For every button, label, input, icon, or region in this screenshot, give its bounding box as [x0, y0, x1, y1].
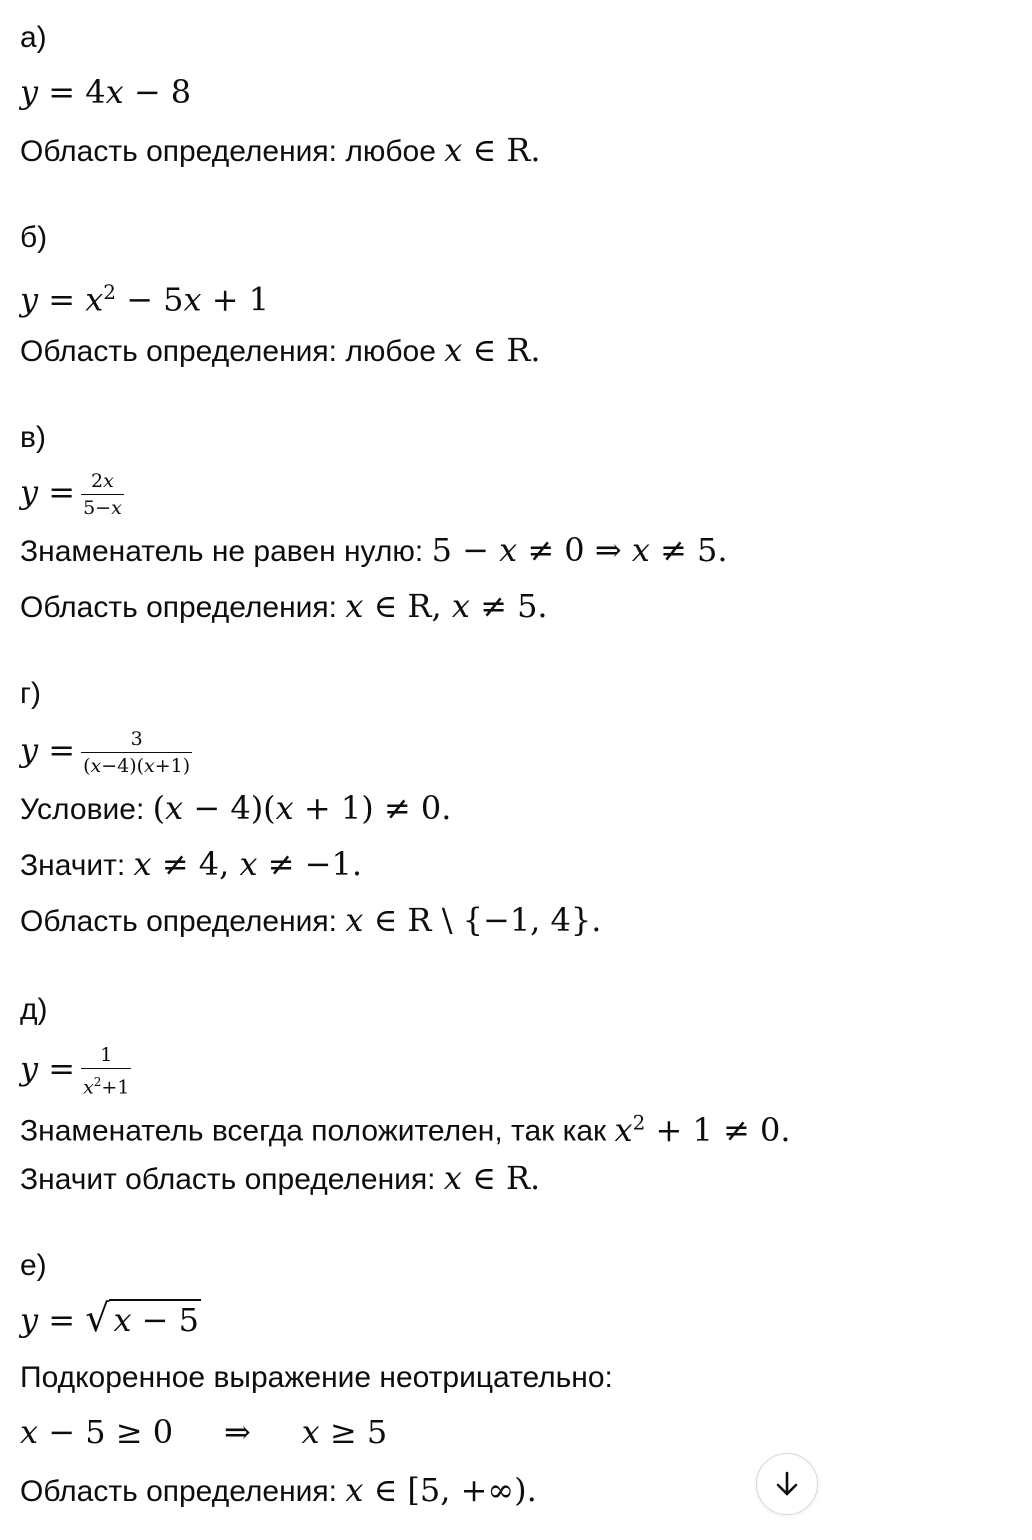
domain-line-b: Область определения: любое x ∈ R. — [20, 331, 541, 369]
domain-line-g: Область определения: x ∈ R \ {−1, 4}. — [20, 901, 602, 939]
arrow-down-icon — [772, 1469, 802, 1499]
scroll-to-bottom-button[interactable] — [756, 1453, 818, 1515]
formula-g: y = $\frac{3}{(x-4)(x+1)}$ — [20, 728, 191, 777]
formula-b: $y = x^2 - 5x + 1$ — [20, 280, 270, 319]
item-label-a: а) — [20, 21, 47, 54]
sqrt: √ x − 5 — [85, 1296, 200, 1340]
condition-line-g: Условие: (x − 4)(x + 1) ≠ 0. — [20, 789, 452, 827]
item-label-e: е) — [20, 1249, 47, 1282]
item-label-g: г) — [20, 677, 41, 710]
formula-e: y = √ x − 5 — [20, 1296, 200, 1340]
fraction: $\frac{1}{x^2+1}$ — [83, 1044, 130, 1099]
domain-line-a: Область определения: любое x ∈ R. — [20, 131, 541, 169]
domain-line-e: Область определения: x ∈ [5, +∞). — [20, 1471, 537, 1509]
positive-line-d: Знаменатель всегда положителен, так как $x^2 + 1 \ne 0$. — [20, 1110, 791, 1149]
item-label-d: д) — [20, 993, 48, 1026]
item-label-b: б) — [20, 221, 48, 254]
inequality-line-e: x − 5 ≥ 0 ⇒ x ≥ 5 — [20, 1413, 388, 1451]
denominator-line-v: Знаменатель не равен нулю: 5 − x ≠ 0 ⇒ x ≠ 5. — [20, 531, 728, 569]
item-label-v: в) — [20, 421, 46, 454]
fraction: $\frac{3}{(x-4)(x+1)}$ — [83, 728, 191, 777]
domain-line-v: Область определения: x ∈ R, x ≠ 5. — [20, 587, 548, 625]
therefore-line-g: Значит: x ≠ 4, x ≠ −1. — [20, 845, 362, 883]
fraction: $\frac{2x}{5-x}$ — [83, 470, 122, 519]
domain-line-d: Значит область определения: x ∈ R. — [20, 1159, 541, 1197]
radicand-line-e: Подкоренное выражение неотрицательно: — [20, 1361, 613, 1394]
formula-a: y = 4x − 8 — [20, 73, 192, 111]
formula-d: y = $\frac{1}{x^2+1}$ — [20, 1044, 130, 1099]
formula-v: y = $\frac{2x}{5-x}$ — [20, 470, 122, 519]
